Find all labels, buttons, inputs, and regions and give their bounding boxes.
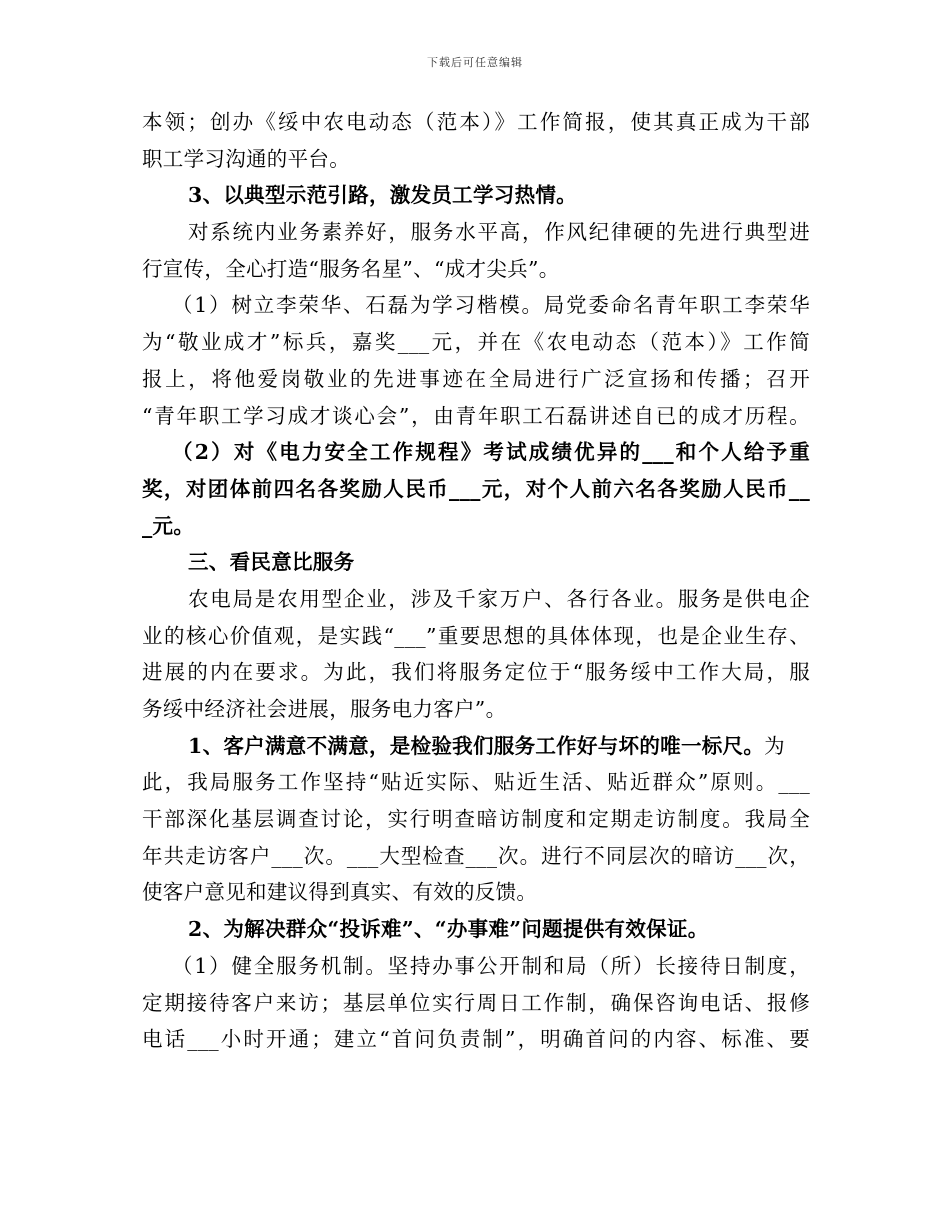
bold-paragraph-line: （2）对《电力安全工作规程》考试成绩优异的___和个人给予重 (172, 440, 810, 465)
paragraph-line: （1）健全服务机制。坚持办事公开制和局（所）长接待日制度， (172, 953, 810, 978)
paragraph-line: 年共走访客户___次。___大型检查___次。进行不同层次的暗访___次， (142, 843, 810, 868)
paragraph-line: 对系统内业务素养好，服务水平高，作风纪律硬的先进行典型进 (188, 220, 810, 245)
paragraph-line: 职工学习沟通的平台。 (142, 146, 350, 171)
paragraph-line: 电话___小时开通；建立“首问负责制”，明确首问的内容、标准、要 (142, 1027, 810, 1052)
paragraph-line: 业的核心价值观，是实践“___”重要思想的具体体现，也是企业生存、 (142, 623, 810, 648)
bold-paragraph-line: 奖，对团体前四名各奖励人民币___元，对个人前六名各奖励人民币__ (142, 476, 810, 501)
bold-paragraph-line: _元。 (142, 513, 195, 538)
section-heading: 三、看民意比服务 (188, 550, 355, 575)
paragraph-line: 使客户意见和建议得到真实、有效的反馈。 (142, 880, 538, 905)
paragraph-line: 行宣传，全心打造“服务名星”、“成才尖兵”。 (142, 256, 560, 281)
paragraph-line (142, 728, 810, 765)
paragraph-line: 干部深化基层调查讨论，实行明查暗访制度和定期走访制度。我局全 (142, 807, 810, 832)
paragraph-line: 农电局是农用型企业，涉及千家万户、各行各业。服务是供电企 (188, 586, 810, 611)
paragraph-line: 为“敬业成才”标兵，嘉奖___元，并在《农电动态（范本）》工作简 (142, 330, 810, 355)
document-body (142, 104, 810, 1058)
bold-lead-sentence: 1、客户满意不满意，是检验我们服务工作好与坏的唯一标尺。 (188, 733, 765, 758)
paragraph-line: 报上，将他爱岗敬业的先进事迹在全局进行广泛宣扬和传播；召开 (142, 366, 810, 391)
paragraph-line: 本领；创办《绥中农电动态（范本）》工作简报，使其真正成为干部 (142, 110, 810, 134)
paragraph-line: 务绥中经济社会进展，服务电力客户”。 (142, 697, 507, 721)
paragraph-line: （1）树立李荣华、石磊为学习楷模。局党委命名青年职工李荣华 (172, 293, 810, 318)
paragraph-line: 此，我局服务工作坚持“贴近实际、贴近生活、贴近群众”原则。___ (142, 770, 810, 795)
paragraph-line: “青年职工学习成才谈心会”，由青年职工石磊讲述自已的成才历程。 (142, 403, 810, 428)
section-heading: 3、以典型示范引路，激发员工学习热情。 (188, 183, 577, 208)
page-header: 下载后可任意编辑 (427, 56, 523, 69)
paragraph-line: 定期接待客户来访；基层单位实行周日工作制，确保咨询电话、报修 (142, 990, 810, 1015)
paragraph-line: 进展的内在要求。为此，我们将服务定位于“服务绥中工作大局，服 (142, 660, 810, 685)
section-heading: 2、为解决群众“投诉难”、“办事难”问题提供有效保证。 (188, 917, 709, 942)
paragraph-continuation: 为 (764, 733, 785, 758)
